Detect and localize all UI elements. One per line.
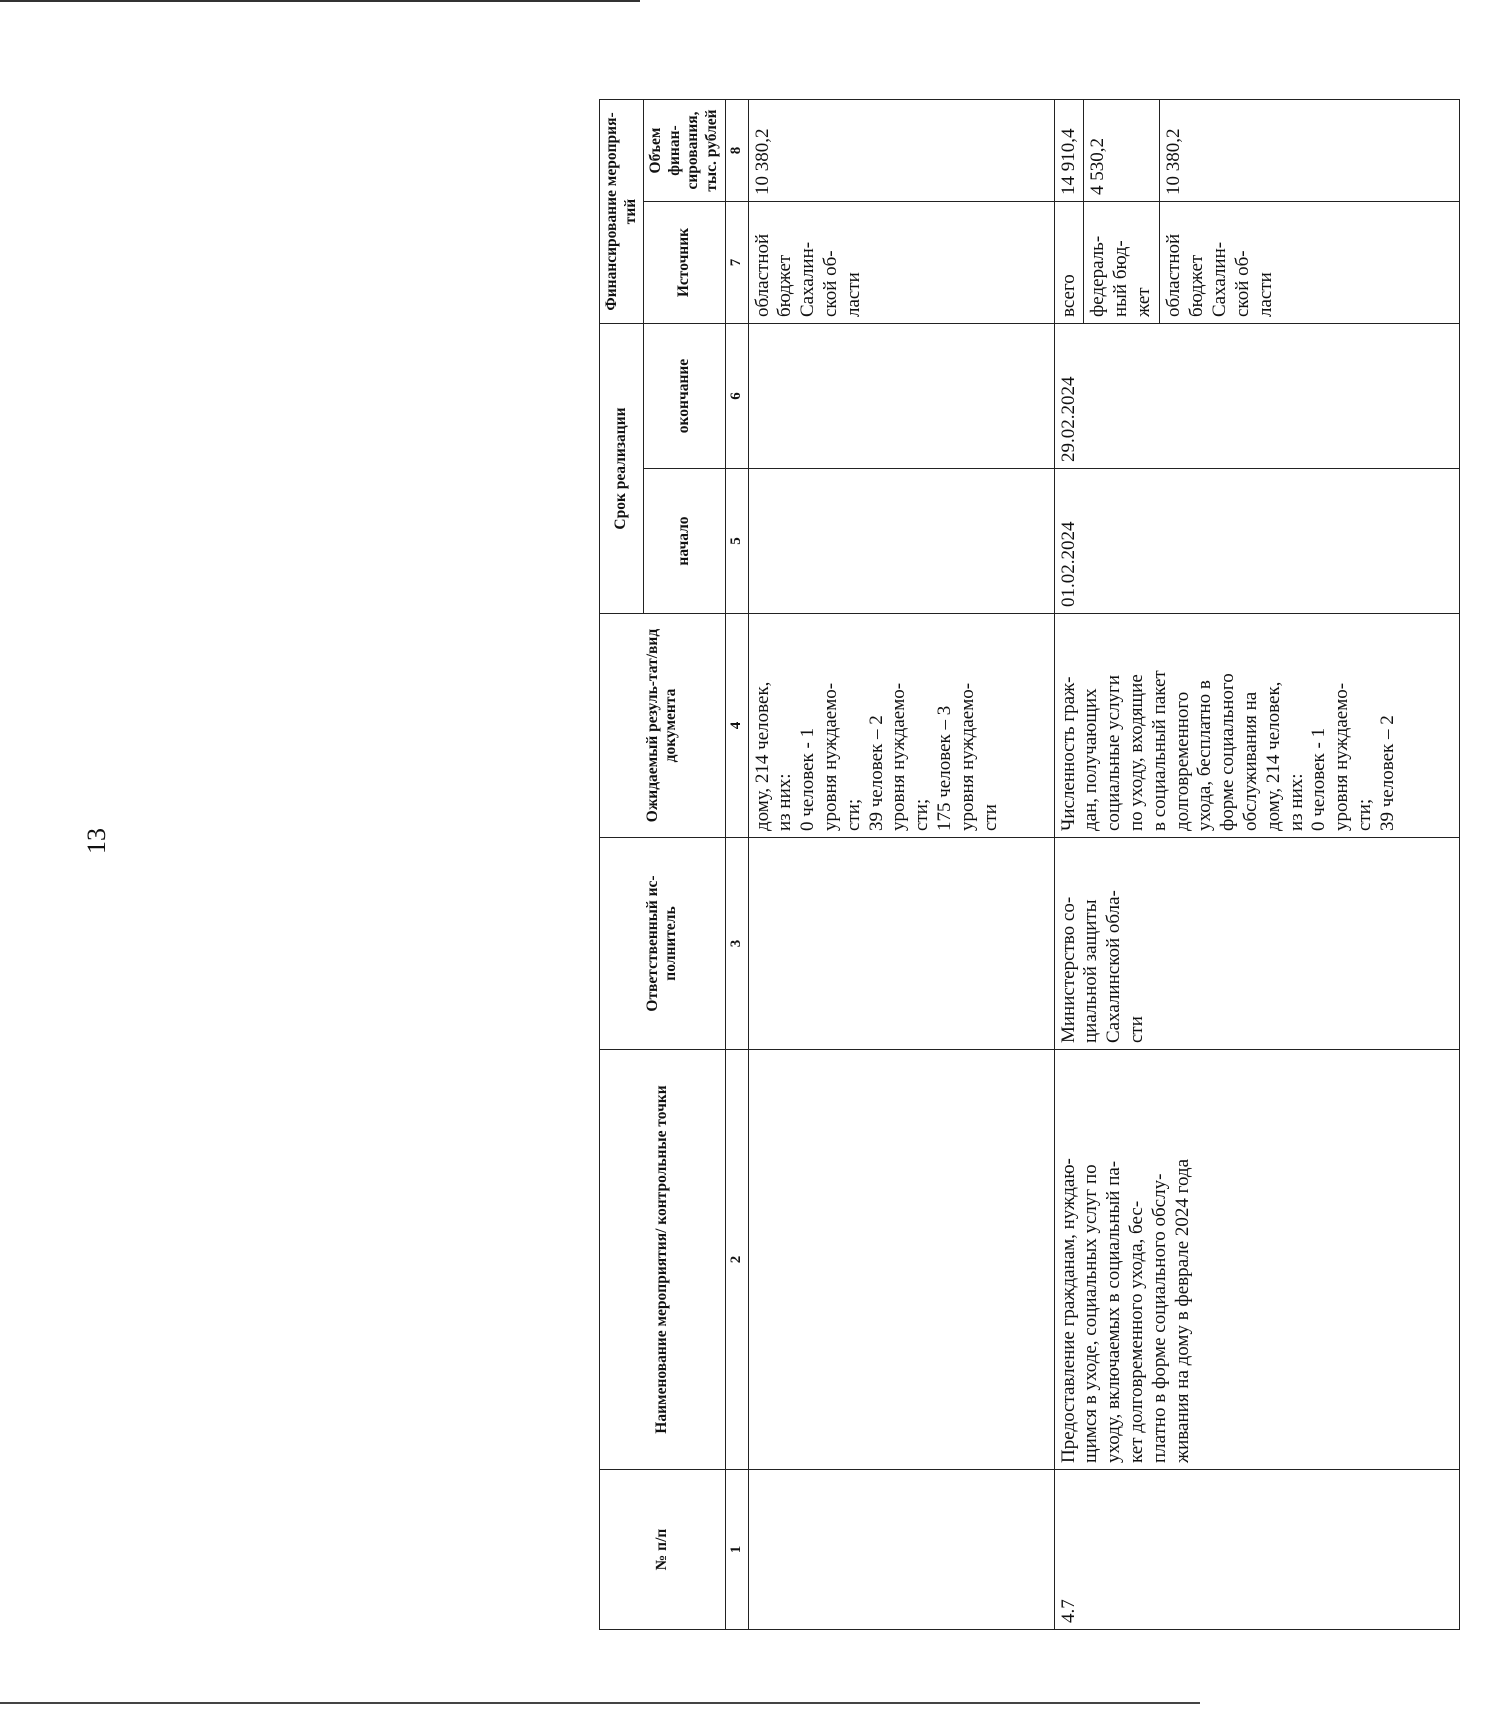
page-number: 13	[82, 828, 111, 854]
cont-start	[748, 469, 1054, 614]
scan-edge-top	[0, 0, 640, 2]
cont-name	[748, 1050, 1054, 1470]
row-4-7-end: 29.02.2024	[1054, 324, 1460, 469]
activities-table	[599, 99, 1460, 1630]
cont-source: областной бюджет Сахалин- ской об- ласти	[748, 202, 1054, 324]
row-4-7-start: 01.02.2024	[1054, 469, 1460, 614]
cont-number	[748, 1470, 1054, 1630]
row-4-7-amount-federal: 4 530,2	[1084, 99, 1160, 201]
header-name: Наименование мероприятия/ контрольные точки	[600, 1050, 726, 1470]
column-number: 2	[725, 1050, 748, 1470]
row-4-7-number: 4.7	[1054, 1470, 1460, 1630]
column-number: 7	[725, 202, 748, 324]
header-source: Источник	[644, 202, 725, 324]
column-number: 5	[725, 469, 748, 614]
row-4-7-result: Численность граж- дан, получающих социальные услуги по уходу, входящие в социальный пакет долговременного ухода, бесплатно в форме социального обслуживания на дому, 214 человек, из них: 0 человек - 1 уровня нуждаемо- сти; 39 человек – 2	[1054, 614, 1460, 838]
row-4-7-source-federal: федераль- ный бюд- жет	[1084, 202, 1160, 324]
column-number: 3	[725, 838, 748, 1050]
row-4-7-amount-total: 14 910,4	[1054, 99, 1084, 201]
column-numbers-row	[725, 99, 748, 1629]
row-4-7-amount-regional: 10 380,2	[1160, 99, 1460, 201]
row-4-7-source-regional: областной бюджет Сахалин- ской об- ласти	[1160, 202, 1460, 324]
header-end: окончание	[644, 324, 725, 469]
header-executor: Ответственный ис-полнитель	[600, 838, 726, 1050]
cont-executor	[748, 838, 1054, 1050]
cont-amount: 10 380,2	[748, 99, 1054, 201]
table-row-continued	[748, 99, 1054, 1629]
row-4-7-source-total: всего	[1054, 202, 1084, 324]
row-4-7-executor: Министерство со- циальной защиты Сахалинской обла- сти	[1054, 838, 1460, 1050]
column-number: 8	[725, 99, 748, 201]
column-number: 1	[725, 1470, 748, 1630]
header-number: № п/п	[600, 1470, 726, 1630]
header-amount: Объем финан-сирования, тыс. рублей	[644, 99, 725, 201]
cont-end	[748, 324, 1054, 469]
row-4-7-name: Предоставление гражданам, нуждаю- щимся в уходе, социальных услуг по уходу, включаемых в социальный па- кет долговременного ухода, бес- платно в форме социального обслу- живания на дому в феврале 2024 года	[1054, 1050, 1460, 1470]
header-financing: Финансирование мероприя-тий	[600, 99, 644, 323]
header-result: Ожидаемый резуль-тат/вид документа	[600, 614, 726, 838]
header-start: начало	[644, 469, 725, 614]
cont-result: дому, 214 человек, из них: 0 человек - 1 уровня нуждаемо- сти; 39 человек – 2 уровня нуждаемо- сти; 175 человек – 3 уровня нуждаемо- сти	[748, 614, 1054, 838]
scan-edge-bottom	[0, 1702, 1200, 1704]
header-period: Срок реализации	[600, 324, 644, 614]
rotated-table-frame	[599, 100, 1489, 1630]
column-number: 6	[725, 324, 748, 469]
column-number: 4	[725, 614, 748, 838]
